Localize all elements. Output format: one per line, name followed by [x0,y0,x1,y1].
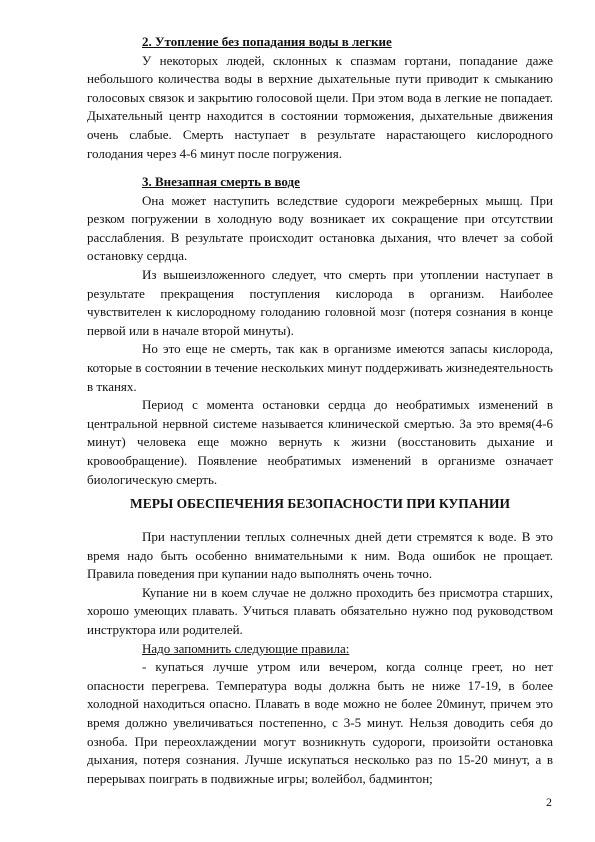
page-number: 2 [546,795,552,809]
section-3-paragraph: Она может наступить вследствие судороги межреберных мышц. При резком погружении в холодную воду возникает их сокращение при отсутствии расслабления. В результате происходит остановка дыхания, что влечет за собой остановку сердца. [87,192,553,264]
section-3-heading: 3. Внезапная смерть в воде [142,174,300,189]
section-2-paragraph: У некоторых людей, склонных к спазмам гортани, попадание даже небольшого количества воды в верхние дыхательные пути приводит к смыканию голосовых связок и закрытию голосовой щели. При этом вода в легкие не попадает. Дыхательный центр находится в состоянии торможения, дыхательные движения очень слабые. Смерть наступает в результате нарастающего кислородного голодания через 4-6 минут после погружения. [87,52,553,161]
rule-item: - купаться лучше утром или вечером, когда солнце греет, но нет опасности перегрева. Температура воды должна быть не ниже 17-19, в более холодной находиться опасно. Плавать в воде можно не более 20минут, причем это время должно увеличиваться постепенно, с 3-5 минут. Нельзя доводить себя до озноба. При переохлаждении могут возникнуть судороги, произойти остановка дыхания, потеря сознания. Лучше искупаться несколько раз по 15-20 минут, а в перерывах поиграть в подвижные игры; волейбол, бадминтон; [87,659,553,786]
safety-title: МЕРЫ ОБЕСПЕЧЕНИЯ БЕЗОПАСНОСТИ ПРИ КУПАНИИ [130,496,510,511]
section-3-paragraph: Но это еще не смерть, так как в организме имеются запасы кислорода, которые в состоянии в течение нескольких минут поддерживать жизнедеятельность в тканях. [87,341,553,394]
section-3 [87,173,553,489]
safety-section [87,528,553,788]
rules-intro-text: Надо запомнить следующие правила: [142,640,350,656]
section-2-heading: 2. Утопление без попадания воды в легкие [142,34,392,49]
section-2 [87,33,553,163]
section-3-paragraph: Из вышеизложенного следует, что смерть при утоплении наступает в результате прекращения поступления кислорода в организм. Наиболее чувствителен к кислородному голоданию головной мозг (потеря сознания в конце первой или в начале второй минуты). [87,266,553,338]
section-3-paragraph: Период с момента остановки сердца до необратимых изменений в центральной нервной системе называется клинической смертью. За это время(4-6 минут) человека еще можно вернуть к жизни (восстановить дыхание и кровообращение). Появление необратимых изменений в организме означает биологическую смерть. [87,397,553,487]
safety-paragraph: Купание ни в коем случае не должно проходить без присмотра старших, хорошо умеющих плавать. Учиться плавать обязательно нужно под руководством инструктора или родителей. [87,584,553,637]
safety-paragraph: При наступлении теплых солнечных дней дети стремятся к воде. В это время надо быть особенно внимательными к ним. Вода ошибок не прощает. Правила поведения при купании надо выполнять очень точно. [87,529,553,582]
rules-intro [87,640,553,659]
